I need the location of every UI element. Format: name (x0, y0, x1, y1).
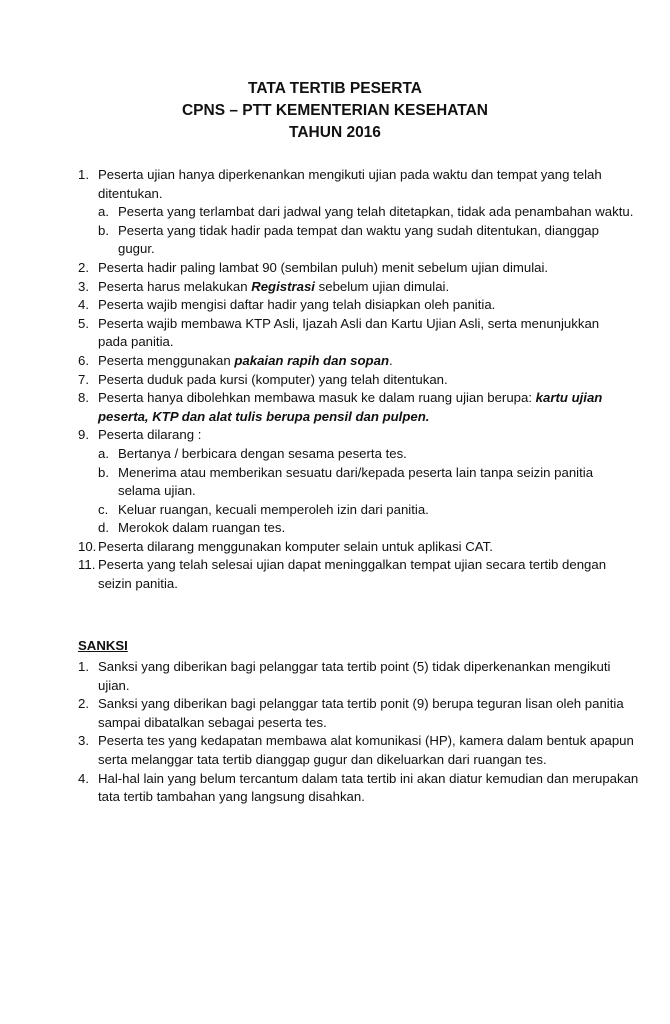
rule-text-part: sebelum ujian dimulai. (314, 278, 450, 294)
rules-list (0, 166, 670, 594)
rule-text (98, 389, 618, 426)
sanksi-number: 4. (78, 770, 89, 786)
sanksi-section (0, 636, 670, 807)
subitem-text: Bertanya / berbicara dengan sesama peserta tes. (118, 445, 407, 461)
rule-text (98, 352, 618, 371)
subitem-letter: b. (98, 222, 109, 238)
rule-emphasis: kartu ujian peserta, KTP dan alat tulis berupa pensil dan pulpen. (98, 390, 603, 424)
rule-subitem (0, 464, 670, 501)
rule-text-part: Peserta harus melakukan (98, 278, 252, 294)
rule-text-part: Peserta menggunakan (98, 352, 235, 368)
rule-text: Peserta yang telah selesai ujian dapat meninggalkan tempat ujian secara tertib dengan seizin panitia. (98, 557, 607, 592)
rule-item-10 (0, 538, 670, 557)
rule-number: 1. (78, 167, 89, 182)
rule-subitem (0, 445, 670, 464)
sanksi-text: Hal-hal lain yang belum tercantum dalam tata tertib ini akan diatur kemudian dan merupakan tata tertib tambahan yang langsung disahkan. (98, 770, 639, 805)
sanksi-text: Sanksi yang diberikan bagi pelanggar tata tertib ponit (9) berupa teguran lisan oleh panitia sampai dibatalkan sebagai peserta tes. (98, 696, 624, 730)
subitem-text: Merokok dalam ruangan tes. (118, 520, 286, 536)
rule-number: 3. (78, 278, 89, 294)
sanksi-number: 1. (78, 659, 89, 674)
subitem-letter: a. (98, 204, 109, 220)
rule-text-part: Peserta hanya dibolehkan membawa masuk ke dalam ruang ujian berupa: (98, 390, 536, 406)
subitem-letter: d. (98, 520, 109, 536)
rule-text: Peserta duduk pada kursi (komputer) yang telah ditentukan. (98, 371, 448, 387)
rule-sublist (0, 445, 670, 538)
rule-text-part: . (389, 352, 393, 368)
sanksi-heading: SANKSI (78, 638, 128, 653)
rule-item-3 (0, 278, 670, 297)
rule-item-2 (0, 259, 670, 278)
sanksi-list (0, 658, 670, 807)
rule-emphasis: pakaian rapih dan sopan (234, 352, 389, 368)
rules-section (0, 166, 670, 594)
document-title (0, 78, 670, 144)
title-line-2: CPNS – PTT KEMENTERIAN KESEHATAN (181, 102, 488, 119)
rule-sublist (0, 203, 670, 259)
rule-number: 8. (78, 390, 89, 406)
rule-number: 2. (78, 259, 89, 275)
rule-number: 5. (78, 315, 89, 331)
sanksi-number: 3. (78, 733, 89, 749)
sanksi-number: 2. (78, 696, 89, 712)
rule-text: Peserta hadir paling lambat 90 (sembilan puluh) menit sebelum ujian dimulai. (98, 259, 549, 275)
subitem-letter: c. (98, 501, 109, 517)
rule-subitem (0, 519, 670, 538)
sanksi-item (0, 732, 670, 769)
sanksi-item (0, 658, 670, 695)
rule-text: Peserta ujian hanya diperkenankan mengikuti ujian pada waktu dan tempat yang telah ditentukan. (98, 167, 602, 201)
rule-item-1 (0, 166, 670, 259)
rule-emphasis: Registrasi (251, 278, 315, 294)
rule-text: Peserta dilarang : (98, 427, 202, 443)
rule-item-7 (0, 371, 670, 390)
subitem-text: Peserta yang tidak hadir pada tempat dan waktu yang sudah ditentukan, dianggap gugur. (118, 222, 599, 257)
rule-number: 6. (78, 352, 89, 368)
sanksi-item (0, 695, 670, 732)
sanksi-text: Peserta tes yang kedapatan membawa alat komunikasi (HP), kamera dalam bentuk apapun serta melanggar tata tertib dianggap gugur dan dikeluarkan dari ruangan tes. (98, 733, 634, 767)
sanksi-text: Sanksi yang diberikan bagi pelanggar tata tertib point (5) tidak diperkenankan mengikuti ujian. (98, 659, 611, 693)
rule-text (98, 278, 618, 297)
rule-subitem (0, 203, 670, 222)
title-line-3: TAHUN 2016 (289, 124, 381, 141)
rule-item-11 (0, 556, 670, 593)
subitem-letter: b. (98, 464, 109, 480)
rule-text: Peserta wajib membawa KTP Asli, Ijazah Asli dan Kartu Ujian Asli, serta menunjukkan pada panitia. (98, 315, 600, 350)
rule-number: 4. (78, 297, 89, 313)
rule-number: 10. (78, 538, 97, 554)
sanksi-item (0, 770, 670, 807)
subitem-letter: a. (98, 445, 109, 461)
subitem-text: Peserta yang terlambat dari jadwal yang telah ditetapkan, tidak ada penambahan waktu. (118, 204, 634, 220)
rule-number: 9. (78, 427, 89, 443)
rule-text: Peserta wajib mengisi daftar hadir yang telah disiapkan oleh panitia. (98, 297, 496, 313)
rule-item-4 (0, 296, 670, 315)
rule-item-9 (0, 426, 670, 538)
rule-number: 7. (78, 371, 89, 387)
rule-subitem (0, 501, 670, 520)
rule-number: 11. (78, 557, 96, 573)
rule-item-6 (0, 352, 670, 371)
rule-item-5 (0, 315, 670, 352)
title-line-1: TATA TERTIB PESERTA (248, 80, 422, 97)
rule-item-8 (0, 389, 670, 426)
subitem-text: Menerima atau memberikan sesuatu dari/kepada peserta lain tanpa seizin panitia selama ujian. (118, 464, 594, 499)
subitem-text: Keluar ruangan, kecuali memperoleh izin dari panitia. (118, 501, 429, 517)
rule-subitem (0, 222, 670, 259)
rule-text: Peserta dilarang menggunakan komputer selain untuk aplikasi CAT. (98, 538, 493, 554)
